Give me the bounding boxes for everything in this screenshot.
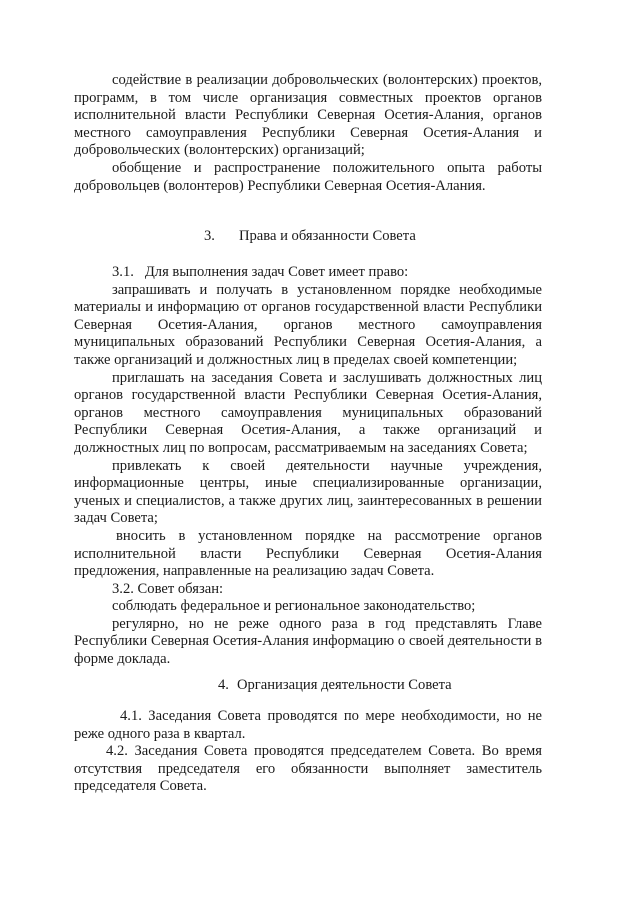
section-number: 3. <box>204 228 215 244</box>
section-2-continuation <box>74 72 542 195</box>
paragraph: 3.1. Для выполнения задач Совет имеет право: <box>112 264 409 280</box>
paragraph: приглашать на заседания Совета и заслушивать должностных лиц органов государственной власти Республики Северная Осетия-Алания, органов местного самоуправления муниципальных образований Республики Северная Осетия-Алания, а также организаций и должностных лиц по вопросам, рассматриваемым на заседаниях Совета; <box>74 369 542 456</box>
paragraph: содействие в реализации добровольческих (волонтерских) проектов, программ, в том числе организация совместных проектов органов исполнительной власти Республики Северная Осетия-Алания, органов местного самоуправления Республики Северная Осетия-Алания и добровольческих (волонтерских) организаций; <box>74 72 542 159</box>
section-title: Организация деятельности Совета <box>236 677 452 693</box>
paragraph: соблюдать федеральное и региональное законодательство; <box>112 598 476 615</box>
paragraph: привлекать к своей деятельности научные учреждения, информационные центры, иные специализированные организации, ученых и специалистов, а также других лиц, заинтересованных в решении задач Совета; <box>74 457 542 527</box>
paragraph: регулярно, но не реже одного раза в год представлять Главе Республики Северная Осетия-Алания информацию о своей деятельности в форме доклада. <box>74 615 542 668</box>
paragraph: 4.1. Заседания Совета проводятся по мере необходимости, но не реже одного раза в квартал. <box>74 708 542 742</box>
paragraph: 3.2. Совет обязан: <box>112 580 224 597</box>
paragraph: обобщение и распространение положительного опыта работы добровольцев (волонтеров) Республики Северная Осетия-Алания. <box>74 159 542 194</box>
paragraph: запрашивать и получать в установленном порядке необходимые материалы и информацию от органов государственной власти Республики Северная Осетия-Алания, органов местного самоуправления муниципальных образований Республики Северная Осетия-Алания, а также организаций и должностных лиц в пределах своей компетенции; <box>74 281 542 368</box>
section-3-body <box>74 264 542 669</box>
section-3-heading <box>74 228 542 246</box>
paragraph: 4.2. Заседания Совета проводятся председателем Совета. Во время отсутствия председателя его обязанности выполняет заместитель председателя Совета. <box>74 743 542 795</box>
paragraph: вносить в установленном порядке на рассмотрение органов исполнительной власти Республики Северная Осетия-Алания предложения, направленные на реализацию задач Совета. <box>74 527 542 580</box>
section-title: Права и обязанности Совета <box>238 228 416 244</box>
section-4-body <box>74 708 542 796</box>
section-number: 4. <box>218 677 229 693</box>
section-4-heading <box>74 677 542 695</box>
